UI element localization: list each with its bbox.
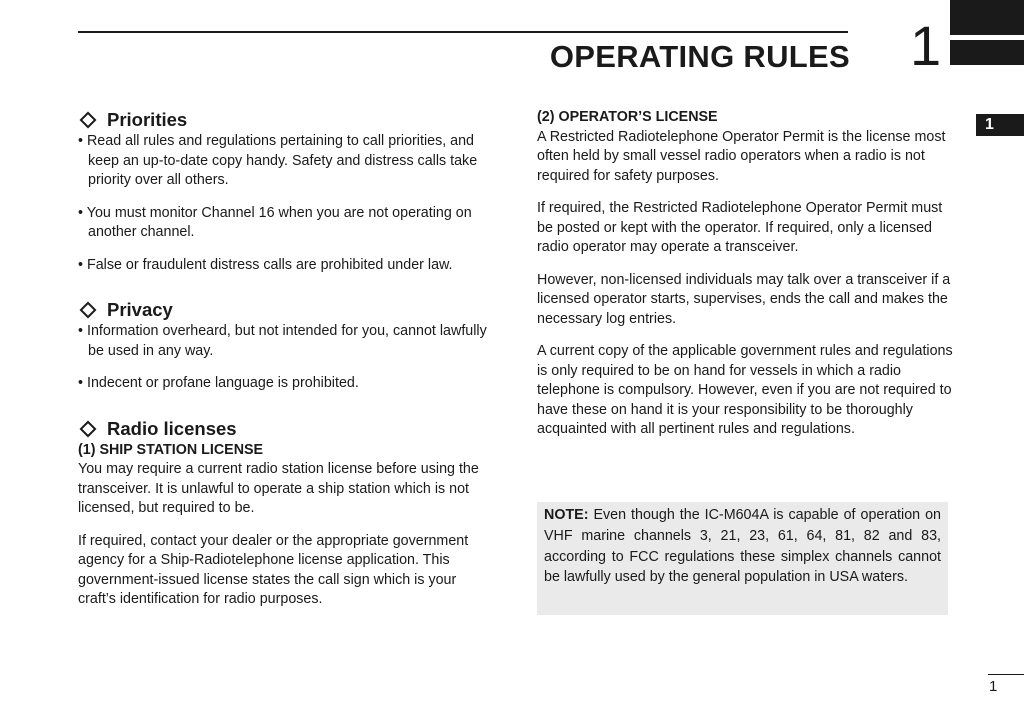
list-item: • Information overheard, but not intended for you, cannot lawfully be used in any way. (78, 323, 487, 359)
list-item: • Indecent or profane language is prohibited. (78, 375, 359, 391)
paragraph: However, non-licensed individuals may talk over a transceiver if a licensed operator starts, supervises, ends the call and makes the necessary log entries. (537, 271, 951, 327)
privacy-heading: Privacy (78, 298, 498, 322)
operator-license-subheading: (2) OPERATOR’S LICENSE (537, 109, 718, 125)
header-rule (78, 31, 848, 33)
list-item: • False or fraudulent distress calls are prohibited under law. (78, 256, 453, 273)
list-item: • Read all rules and regulations pertaining to call priorities, and keep an up-to-date copy handy. Safety and distress calls take priority over all others. (78, 133, 478, 188)
chapter-bar-top (950, 0, 1024, 35)
diamond-icon (80, 302, 97, 319)
page-title: OPERATING RULES (549, 39, 850, 74)
note-label: NOTE: (544, 507, 589, 523)
right-column (537, 108, 957, 453)
diamond-icon (80, 112, 97, 129)
ship-station-subheading: (1) SHIP STATION LICENSE (78, 441, 264, 458)
diamond-icon (80, 420, 97, 437)
paragraph: A Restricted Radiotelephone Operator Permit is the license most often held by small vessel radio operators when a radio is not required for safety purposes. (537, 128, 946, 184)
radio-licenses-heading: Radio licenses (78, 417, 498, 441)
page-number: 1 (989, 678, 998, 695)
note-text: Even though the IC-M604A is capable of operation on VHF marine channels 3, 21, 23, 61, 64, 81, 82 and 83, according to FCC regulations these simplex channels cannot be lawfully used by the general population in USA waters. (544, 507, 941, 586)
note-box (537, 502, 948, 615)
chapter-bar-bottom (950, 40, 1024, 65)
priorities-heading: Priorities (78, 108, 498, 132)
paragraph: A current copy of the applicable government rules and regulations is only required to be on hand for vessels in which a radio telephone is compulsory. However, even if you are not required to have these on hand it is your responsibility to be thoroughly acquainted with all pertinent rules and regulations. (537, 343, 953, 437)
footer-rule (988, 674, 1024, 675)
chapter-number: 1 (910, 14, 942, 77)
paragraph: If required, contact your dealer or the appropriate government agency for a Ship-Radiotelephone license application. This government-issued license states the call sign which is your craft’s identification for radio purposes. (78, 532, 469, 607)
paragraph: You may require a current radio station license before using the transceiver. It is unlawful to operate a ship station which is not licensed, but required to be. (78, 461, 479, 516)
section-tab[interactable]: 1 (976, 114, 1024, 136)
left-column (78, 108, 498, 623)
list-item: • You must monitor Channel 16 when you are not operating on another channel. (78, 204, 472, 240)
paragraph: If required, the Restricted Radiotelephone Operator Permit must be posted or kept with the operator. If required, only a licensed radio operator may operate a transceiver. (537, 200, 943, 255)
